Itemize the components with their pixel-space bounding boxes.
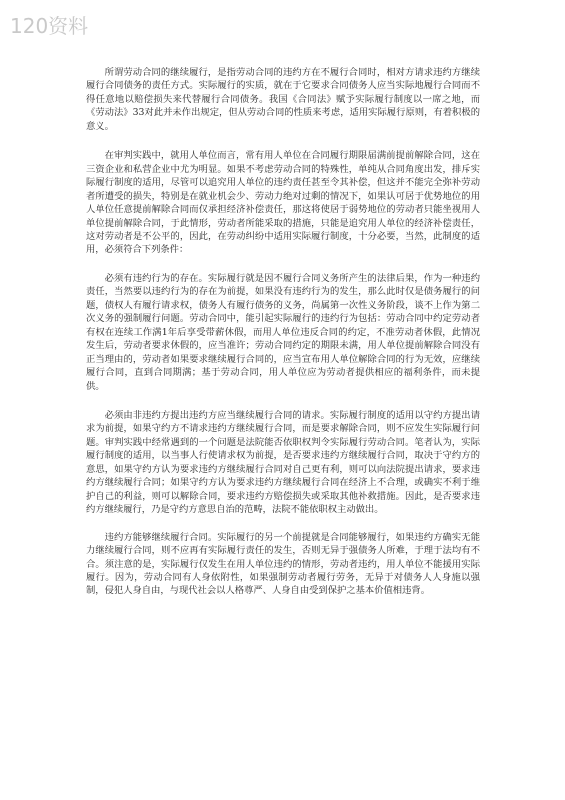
paragraph-continued-performance-definition: 所谓劳动合同的继续履行，是指劳动合同的违约方在不履行合同时，相对方请求违约方继续履行合同债务的责任方式。实际履行的实质，就在于它要求合同债务人应当实际地履行合同而不得任意地以赔偿损失来代替履行合同债务。我国《合同法》赋予实际履行制度以一席之地，而《劳动法》33对此并未作出规定，但从劳动合同的性质来考虑，适用实际履行原则，有着积极的意义。: [86, 67, 480, 132]
watermark-logo: 120资料: [10, 14, 89, 38]
paragraph-condition-ability: 违约方能够继续履行合同。实际履行的另一个前提就是合同能够履行，如果违约方确实无能力继续履行合同，则不应再有实际履行责任的发生，否则无异于强债务人所难，于理于法均有不合。须注意的是，实际履行仅发生在用人单位违约的情形，劳动者违约，用人单位不能援用实际履行。因为，劳动合同有人身依附性，如果强制劳动者履行劳务，无异于对债务人人身施以强制，侵犯人身自由，与现代社会以人格尊严、人身自由受到保护之基本价值相违背。: [86, 531, 480, 597]
document-body: [86, 66, 480, 614]
paragraph-condition-breach-exists: 必须有违约行为的存在。实际履行就是因不履行合同义务所产生的法律后果，作为一种违约责任，当然要以违约行为的存在为前提，如果没有违约行为的发生，那么此时仅是债务履行的问题，债权人有履行请求权，债务人有履行债务的义务，尚属第一次性义务阶段，谈不上作为第二次义务的强制履行问题。劳动合同中，能引起实际履行的违约行为包括：劳动合同中约定劳动者有权在连续工作满1年后享受带薪休假，而用人单位违反合同的约定，不准劳动者休假，此情况发生后，劳动者要求休假的，应当准许；劳动合同约定的期限未满，用人单位提前解除合同没有正当理由的，劳动者如果要求继续履行合同的，应当宣布用人单位解除合同的行为无效，应继续履行合同，直到合同期满；基于劳动合同，用人单位应为劳动者提供相应的福利条件，而未提供。: [86, 272, 480, 392]
paragraph-judicial-practice: 在审判实践中，就用人单位而言，常有用人单位在合同履行期限届满前提前解除合同，这在三资企业和私营企业中尤为明显。如果不考虑劳动合同的特殊性，单纯从合同角度出发，排斥实际履行制度的适用，尽管可以追究用人单位的违约责任甚至令其补偿，但这并不能完全弥补劳动者所遭受的损失，特别是在就业机会少、劳动力绝对过剩的情况下，如果认可居于优势地位的用人单位任意提前解除合同而仅承担经济补偿责任，那这将使居于弱势地位的劳动者只能坐视用人单位提前解除合同，于此情形，劳动者所能采取的措施，只能是追究用人单位的经济补偿责任，这对劳动者是不公平的，因此，在劳动纠纷中适用实际履行制度，十分必要，当然，此制度的适用，必须符合下列条件：: [86, 150, 480, 256]
paragraph-condition-request: 必须由非违约方提出违约方应当继续履行合同的请求。实际履行制度的适用以守约方提出请求为前提，如果守约方不请求违约方继续履行合同，而是要求解除合同，则不应发生实际履行问题。审判实践中经常遇到的一个问题是法院能否依职权判令实际履行劳动合同。笔者认为，实际履行制度的适用，以当事人行使请求权为前提，是否要求违约方继续履行合同，取决于守约方的意思，如果守约方认为要求违约方继续履行合同对自己更有利，则可以向法院提出请求，要求违约方继续履行合同；如果守约方认为要求违约方继续履行合同在经济上不合理，或确实不利于维护自己的利益，则可以解除合同，要求违约方赔偿损失或采取其他补救措施。因此，是否要求违约方继续履行，乃是守约方意思自治的范畴，法院不能依职权主动做出。: [86, 409, 480, 516]
